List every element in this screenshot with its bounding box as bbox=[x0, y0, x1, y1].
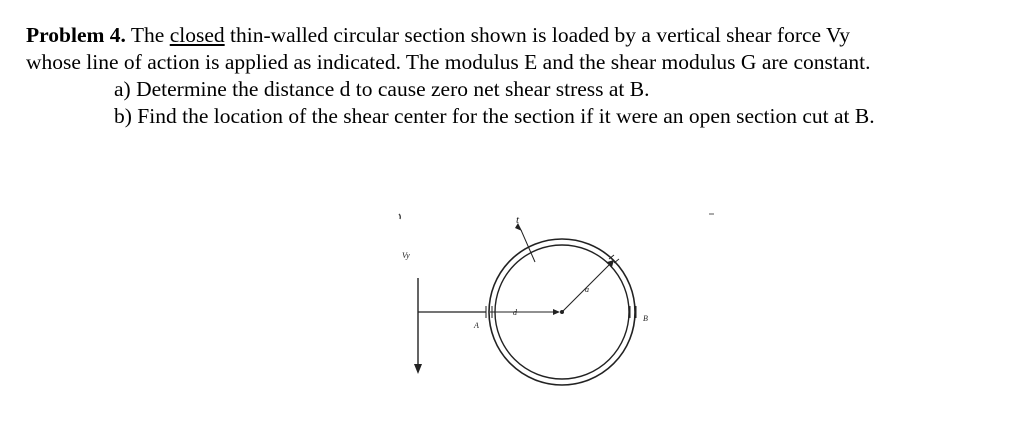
label-point-b: B bbox=[643, 314, 648, 323]
label-vy: Vy bbox=[402, 251, 410, 260]
part-b: b) Find the location of the shear center for the section if it were an open section cut at B. bbox=[114, 104, 875, 128]
label-a: a bbox=[585, 285, 589, 294]
problem-text-rest: thin-walled circular section shown is loaded by a vertical shear force Vy bbox=[230, 23, 850, 47]
label-point-a: A bbox=[474, 321, 479, 330]
d-arrowhead bbox=[553, 309, 560, 315]
center-point bbox=[560, 310, 564, 314]
part-a: a) Determine the distance d to cause zero net shear stress at B. bbox=[114, 77, 650, 101]
vy-arrowhead bbox=[414, 364, 422, 374]
closed-word: closed bbox=[169, 23, 225, 47]
problem-number: Problem 4. bbox=[26, 23, 126, 47]
problem-line-2: whose line of action is applied as indicated. The modulus E and the shear modulus G are constant. bbox=[26, 50, 871, 74]
label-d: d bbox=[513, 308, 517, 317]
problem-text-start: The bbox=[130, 23, 165, 47]
label-t: t bbox=[516, 214, 520, 226]
scan-mark-left bbox=[399, 214, 400, 219]
